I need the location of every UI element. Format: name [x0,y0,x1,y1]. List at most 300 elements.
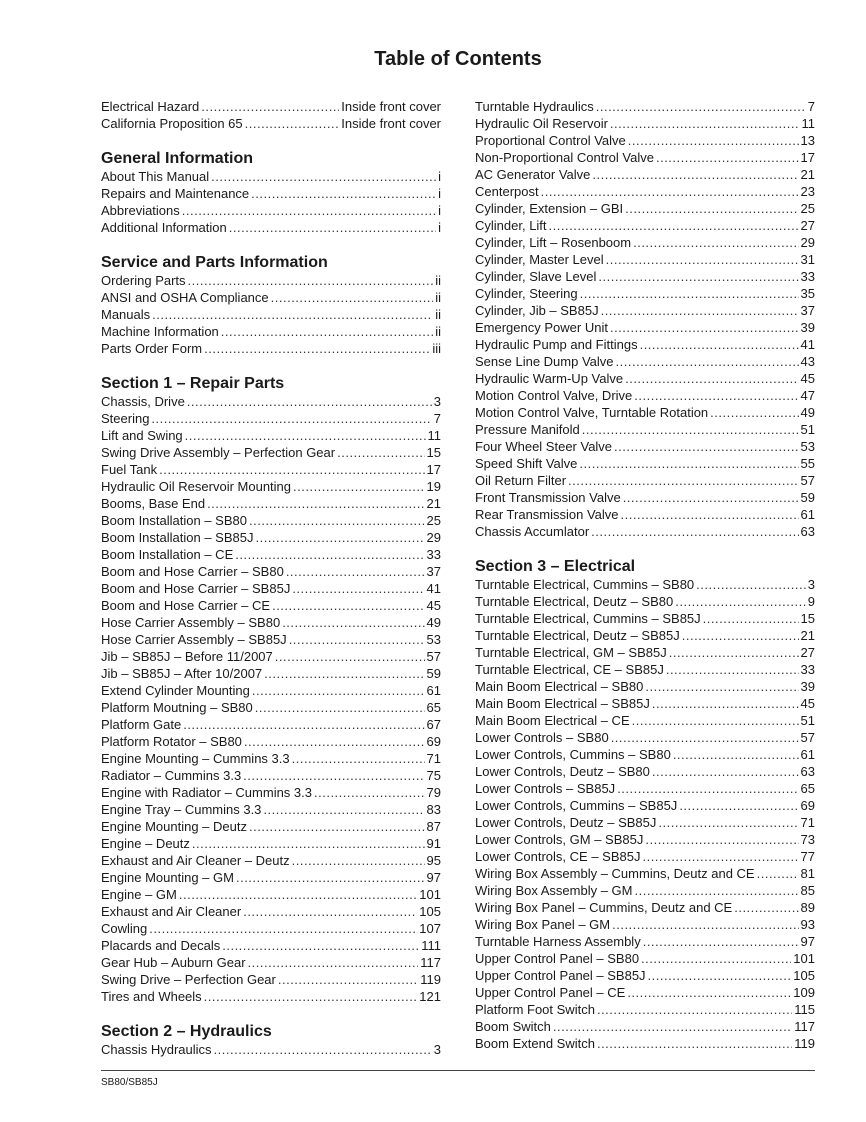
toc-entry-page: ii [435,290,441,305]
dot-leader [652,763,799,780]
toc-entry-page: 83 [426,802,441,817]
toc-entry[interactable] [101,340,441,357]
toc-entry-page: 17 [426,462,441,477]
toc-entry[interactable] [101,733,441,750]
toc-entry[interactable] [101,648,441,665]
dot-leader [248,954,419,971]
toc-entry-page: 45 [426,598,441,613]
toc-entry[interactable] [101,444,441,461]
toc-entry-label: Cylinder, Lift [475,218,547,233]
toc-entry-label: Engine Mounting – GM [101,870,234,885]
toc-entry[interactable] [101,478,441,495]
toc-entry[interactable] [475,882,815,899]
dot-leader [734,899,798,916]
toc-entry[interactable] [101,971,441,988]
toc-entry[interactable] [101,168,441,185]
toc-entry-label: Fuel Tank [101,462,158,477]
toc-entry-label: Turntable Electrical, Deutz – SB85J [475,628,680,643]
toc-entry-page: 39 [800,679,815,694]
toc-entry[interactable] [475,984,815,1001]
toc-entry[interactable] [101,202,441,219]
toc-entry-label: Chassis Hydraulics [101,1042,212,1057]
toc-entry[interactable] [475,797,815,814]
dot-leader [673,746,799,763]
toc-entry-label: Tires and Wheels [101,989,202,1004]
toc-entry[interactable] [475,627,815,644]
section-heading: Section 3 – Electrical [475,558,636,575]
dot-leader [264,665,424,682]
toc-entry[interactable] [475,814,815,831]
toc-entry[interactable] [475,780,815,797]
toc-entry-page: 11 [427,428,441,443]
toc-entry[interactable] [101,801,441,818]
toc-entry[interactable] [101,954,441,971]
toc-entry-page: 109 [793,985,815,1000]
toc-entry-label: Lower Controls, Deutz – SB80 [475,764,650,779]
toc-entry[interactable] [475,729,815,746]
toc-entry[interactable] [101,323,441,340]
toc-entry-page: i [438,186,441,201]
toc-entry[interactable] [475,848,815,865]
toc-entry-page: 117 [420,955,441,970]
toc-entry[interactable] [475,268,815,285]
dot-leader [658,814,798,831]
toc-entry[interactable] [475,489,815,506]
toc-entry-page: 105 [793,968,815,983]
toc-entry[interactable] [475,370,815,387]
dot-leader [244,733,425,750]
page-title: Table of Contents [374,48,542,70]
toc-entry[interactable] [101,852,441,869]
dot-leader [222,937,419,954]
dot-leader [272,597,424,614]
dot-leader [151,410,431,427]
toc-entry-label: Main Boom Electrical – SB85J [475,696,650,711]
toc-entry[interactable] [475,132,815,149]
toc-entry-label: Chassis, Drive [101,394,185,409]
toc-entry-label: Hydraulic Warm-Up Valve [475,371,624,386]
toc-entry-page: 31 [800,252,815,267]
toc-entry[interactable] [475,421,815,438]
toc-entry-label: Engine Mounting – Cummins 3.3 [101,751,290,766]
toc-entry-label: AC Generator Valve [475,167,591,182]
toc-entry-label: ANSI and OSHA Compliance [101,290,269,305]
toc-entry-label: Boom Installation – CE [101,547,234,562]
toc-entry[interactable] [475,678,815,695]
toc-entry[interactable] [101,937,441,954]
dot-leader [249,818,425,835]
dot-leader [666,661,799,678]
toc-entry[interactable] [101,614,441,631]
toc-entry[interactable] [101,818,441,835]
dot-leader [598,268,798,285]
toc-entry-page: i [438,220,441,235]
toc-entry-page: 45 [800,371,815,386]
toc-entry[interactable] [101,835,441,852]
toc-entry-label: Jib – SB85J – Before 11/2007 [101,649,273,664]
dot-leader [553,1018,792,1035]
toc-entry-page: 59 [800,490,815,505]
toc-entry[interactable] [475,183,815,200]
toc-entry-label: Radiator – Cummins 3.3 [101,768,242,783]
toc-entry-page: 33 [426,547,441,562]
toc-entry-page: ii [435,307,441,322]
dot-leader [245,115,340,132]
toc-entry[interactable] [101,219,441,236]
toc-entry-page: 51 [800,422,815,437]
toc-entry-page: 57 [800,730,815,745]
toc-entry[interactable] [101,529,441,546]
toc-entry-label: Sense Line Dump Valve [475,354,614,369]
toc-entry[interactable] [101,886,441,903]
toc-entry-page: 85 [800,883,815,898]
dot-leader [675,593,806,610]
toc-entry-label: Turntable Electrical, GM – SB85J [475,645,667,660]
toc-entry-page: 27 [800,218,815,233]
dot-leader [179,886,417,903]
toc-entry[interactable] [475,576,815,593]
dot-leader [656,149,799,166]
toc-entry-label: Upper Control Panel – CE [475,985,626,1000]
toc-entry-page: 91 [426,836,441,851]
toc-entry-label: Front Transmission Valve [475,490,621,505]
toc-entry[interactable] [475,1035,815,1052]
toc-entry-label: Lower Controls, Cummins – SB85J [475,798,678,813]
dot-leader [292,852,425,869]
toc-entry[interactable] [475,933,815,950]
toc-entry[interactable] [101,750,441,767]
toc-entry[interactable] [475,644,815,661]
dot-leader [271,289,434,306]
toc-entry[interactable] [475,967,815,984]
toc-entry-label: Hose Carrier Assembly – SB85J [101,632,287,647]
dot-leader [642,848,798,865]
dot-leader [617,780,798,797]
toc-entry-page: 81 [800,866,815,881]
toc-entry-label: Wiring Box Panel – GM [475,917,611,932]
toc-entry[interactable] [475,251,815,268]
toc-entry-page: i [438,169,441,184]
dot-leader [249,512,425,529]
toc-entry-label: Upper Control Panel – SB80 [475,951,640,966]
toc-entry[interactable] [101,546,441,563]
toc-entry-label: Rear Transmission Valve [475,507,619,522]
toc-entry-page: iii [432,341,441,356]
toc-entry[interactable] [475,712,815,729]
toc-entry[interactable] [101,920,441,937]
dot-leader [251,185,436,202]
toc-entry-label: Cowling [101,921,148,936]
dot-leader [188,272,434,289]
toc-entry[interactable] [475,1018,815,1035]
toc-entry[interactable] [101,767,441,784]
dot-leader [229,219,436,236]
toc-entry[interactable] [101,580,441,597]
toc-entry-page: 43 [800,354,815,369]
toc-entry-label: Platform Gate [101,717,182,732]
toc-entry-page: 55 [800,456,815,471]
toc-entry[interactable] [475,217,815,234]
toc-entry[interactable] [475,746,815,763]
toc-entry-page: 7 [433,411,441,426]
toc-entry[interactable] [101,410,441,427]
toc-entry-label: Oil Return Filter [475,473,567,488]
dot-leader [252,682,425,699]
toc-entry-page: 101 [793,951,815,966]
dot-leader [625,370,798,387]
toc-entry-page: 3 [433,1042,441,1057]
toc-entry-page: 69 [426,734,441,749]
dot-leader [286,563,425,580]
toc-entry[interactable] [475,950,815,967]
toc-entry-page: 121 [419,989,441,1004]
toc-entry-label: Emergency Power Unit [475,320,608,335]
toc-entry-page: 17 [800,150,815,165]
toc-entry[interactable] [101,665,441,682]
dot-leader [214,1041,432,1058]
toc-entry-page: 41 [426,581,441,596]
toc-entry-label: Manuals [101,307,151,322]
toc-entry-page: 37 [426,564,441,579]
toc-entry[interactable] [475,336,815,353]
toc-entry-label: Upper Control Panel – SB85J [475,968,646,983]
dot-leader [679,797,798,814]
dot-leader [293,478,425,495]
toc-entry-label: Non-Proportional Control Valve [475,150,654,165]
dot-leader [182,202,436,219]
toc-entry[interactable] [101,631,441,648]
toc-entry-page: 119 [420,972,441,987]
dot-leader [201,98,339,115]
toc-entry[interactable] [101,597,441,614]
toc-entry[interactable] [475,865,815,882]
toc-entry[interactable] [475,523,815,540]
toc-entry[interactable] [101,306,441,323]
toc-entry-page: 65 [800,781,815,796]
toc-entry[interactable] [475,899,815,916]
dot-leader [632,712,799,729]
toc-entry-page: 107 [419,921,441,936]
toc-entry-page: 77 [800,849,815,864]
toc-entry-page: 79 [426,785,441,800]
toc-entry-page: 67 [426,717,441,732]
toc-entry-page: 71 [800,815,815,830]
dot-leader [275,648,425,665]
toc-entry-page: ii [435,324,441,339]
toc-entry-label: Turntable Electrical, Cummins – SB85J [475,611,701,626]
toc-entry-label: Abbreviations [101,203,180,218]
toc-entry-page: 61 [800,747,815,762]
toc-entry-page: 89 [800,900,815,915]
toc-entry-page: 19 [426,479,441,494]
toc-entry-label: Repairs and Maintenance [101,186,250,201]
toc-entry-label: Gear Hub – Auburn Gear [101,955,246,970]
toc-entry-label: Lower Controls – SB85J [475,781,616,796]
toc-entry-page: 9 [807,594,815,609]
toc-entry[interactable] [475,695,815,712]
dot-leader [185,427,426,444]
section-heading: General Information [101,150,254,167]
toc-entry-page: 117 [794,1019,815,1034]
dot-leader [221,323,433,340]
dot-leader [289,631,425,648]
toc-entry[interactable] [101,563,441,580]
toc-entry[interactable] [101,393,441,410]
dot-leader [263,801,424,818]
footer-divider [101,1070,815,1071]
dot-leader [696,576,806,593]
toc-entry[interactable] [101,461,441,478]
toc-entry[interactable] [475,1001,815,1018]
dot-leader [645,831,798,848]
toc-entry-label: Hydraulic Oil Reservoir Mounting [101,479,292,494]
dot-leader [640,336,799,353]
toc-entry-label: Boom Installation – SB85J [101,530,254,545]
toc-entry-page: 65 [426,700,441,715]
toc-entry-label: Cylinder, Master Level [475,252,604,267]
toc-entry[interactable] [475,353,815,370]
toc-entry[interactable] [101,98,441,115]
toc-entry[interactable] [101,682,441,699]
toc-entry-label: Booms, Base End [101,496,206,511]
toc-entry[interactable] [101,272,441,289]
toc-entry[interactable] [475,387,815,404]
toc-entry-label: Turntable Electrical, Cummins – SB80 [475,577,695,592]
toc-entry[interactable] [101,699,441,716]
dot-leader [192,835,425,852]
dot-leader [682,627,799,644]
toc-entry[interactable] [475,763,815,780]
toc-entry-label: Main Boom Electrical – SB80 [475,679,644,694]
toc-entry[interactable] [475,455,815,472]
dot-leader [669,644,799,661]
toc-entry-page: 101 [419,887,441,902]
toc-entry-label: Engine with Radiator – Cummins 3.3 [101,785,312,800]
toc-entry-label: Wiring Box Assembly – GM [475,883,633,898]
toc-entry[interactable] [475,285,815,302]
toc-entry-page: 105 [419,904,441,919]
toc-entry-page: 21 [800,628,815,643]
dot-leader [614,438,798,455]
toc-entry[interactable] [475,319,815,336]
toc-entry[interactable] [475,593,815,610]
toc-entry-page: 11 [801,116,815,131]
dot-leader [616,353,799,370]
dot-leader [159,461,424,478]
dot-leader [611,729,799,746]
toc-entry-label: Boom Extend Switch [475,1036,595,1051]
toc-entry[interactable] [101,784,441,801]
toc-entry[interactable] [475,115,815,132]
toc-entry[interactable] [475,200,815,217]
toc-entry-label: Boom Installation – SB80 [101,513,247,528]
toc-entry-label: Speed Shift Valve [475,456,578,471]
dot-leader [628,132,799,149]
toc-left-column [101,98,441,1058]
toc-entry-label: Engine – GM [101,887,177,902]
toc-entry-page: 29 [426,530,441,545]
dot-leader [591,523,798,540]
toc-entry-label: Platform Moutning – SB80 [101,700,253,715]
toc-entry-label: Cylinder, Lift – Rosenboom [475,235,632,250]
toc-entry-label: Motion Control Valve, Drive [475,388,633,403]
dot-leader [579,455,798,472]
toc-entry-page: 63 [800,764,815,779]
dot-leader [597,1035,792,1052]
toc-entry-label: Centerpost [475,184,539,199]
toc-entry[interactable] [101,289,441,306]
toc-entry[interactable] [101,427,441,444]
toc-entry[interactable] [101,988,441,1005]
dot-leader [757,865,799,882]
toc-entry-label: Boom Switch [475,1019,551,1034]
dot-leader [243,767,424,784]
toc-entry-page: 63 [800,524,815,539]
toc-entry[interactable] [101,512,441,529]
toc-entry-label: Lower Controls, Cummins – SB80 [475,747,671,762]
toc-entry-label: Engine – Deutz [101,836,190,851]
toc-entry-label: Wiring Box Assembly – Cummins, Deutz and CE [475,866,755,881]
toc-entry[interactable] [475,916,815,933]
toc-entry-label: Steering [101,411,150,426]
toc-entry-label: Swing Drive – Perfection Gear [101,972,276,987]
toc-entry-label: Hydraulic Oil Reservoir [475,116,608,131]
dot-leader [255,699,425,716]
toc-entry-page: 71 [426,751,441,766]
toc-entry[interactable] [101,1041,441,1058]
toc-entry-page: 49 [800,405,815,420]
toc-entry[interactable] [475,831,815,848]
toc-entry[interactable] [475,506,815,523]
toc-entry-label: Hose Carrier Assembly – SB80 [101,615,281,630]
dot-leader [641,950,791,967]
toc-entry[interactable] [101,716,441,733]
dot-leader [337,444,424,461]
dot-leader [625,200,798,217]
dot-leader [278,971,418,988]
toc-entry-page: i [438,203,441,218]
toc-entry[interactable] [475,472,815,489]
toc-entry[interactable] [475,98,815,115]
toc-entry-label: Lower Controls, Deutz – SB85J [475,815,657,830]
toc-entry-page: 53 [800,439,815,454]
toc-entry[interactable] [475,166,815,183]
toc-entry-page: 111 [421,938,441,953]
toc-entry-label: Boom and Hose Carrier – SB80 [101,564,284,579]
toc-entry-label: Electrical Hazard [101,99,200,114]
toc-entry[interactable] [475,661,815,678]
toc-entry[interactable] [475,404,815,421]
toc-entry[interactable] [101,869,441,886]
toc-entry[interactable] [101,495,441,512]
dot-leader [582,421,799,438]
toc-entry[interactable] [475,302,815,319]
toc-entry[interactable] [101,185,441,202]
toc-entry[interactable] [475,149,815,166]
toc-entry[interactable] [475,438,815,455]
toc-entry[interactable] [475,234,815,251]
dot-leader [610,319,799,336]
toc-entry[interactable] [475,610,815,627]
dot-leader [292,750,425,767]
toc-entry[interactable] [101,115,441,132]
toc-entry[interactable] [101,903,441,920]
dot-leader [710,404,798,421]
toc-entry-page: 3 [433,394,441,409]
toc-entry-page: 61 [800,507,815,522]
toc-entry-label: California Proposition 65 [101,116,243,131]
dot-leader [612,916,798,933]
